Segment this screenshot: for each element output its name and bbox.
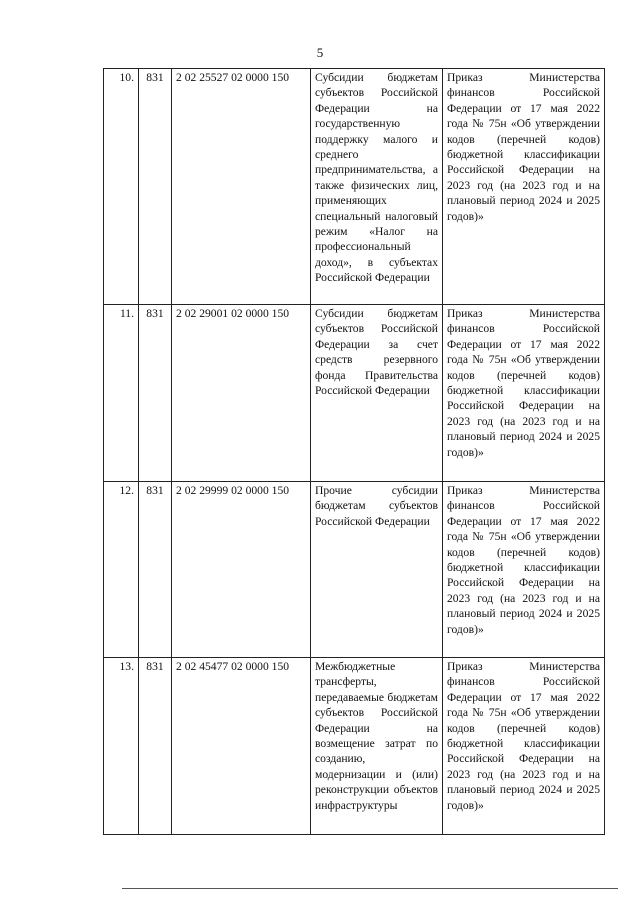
row-number: 13. xyxy=(104,658,139,835)
footer-divider xyxy=(122,888,618,889)
revenue-name-cell: Межбюджетные трансферты, передаваемые бюджетам субъектов Российской Федерации на возмещение затрат по созданию, модернизации и (или) реконструкции объектов инфраструктуры xyxy=(311,658,443,835)
row-number: 11. xyxy=(104,305,139,482)
admin-code-cell: 831 xyxy=(139,482,172,658)
table-row xyxy=(104,482,605,658)
budget-classification-code-cell: 2 02 29001 02 0000 150 xyxy=(172,305,311,482)
admin-code-cell: 831 xyxy=(139,658,172,835)
legal-basis-cell: Приказ Министерства финансов Российской Федерации от 17 мая 2022 года № 75н «Об утверждении кодов (перечней кодов) бюджетной классификации Российской Федерации на 2023 год (на 2023 год и на плановый период 2024 и 2025 годов)» xyxy=(443,305,605,482)
revenue-name-cell: Прочие субсидии бюджетам субъектов Российской Федерации xyxy=(311,482,443,658)
budget-classification-code-cell: 2 02 45477 02 0000 150 xyxy=(172,658,311,835)
revenue-name-cell: Субсидии бюджетам субъектов Российской Федерации на государственную поддержку малого и среднего предпринимательства, а также физических лиц, применяющих специальный налоговый режим «Налог на профессиональный доход», в субъектах Российской Федерации xyxy=(311,69,443,305)
budget-classification-code-cell: 2 02 29999 02 0000 150 xyxy=(172,482,311,658)
table-row xyxy=(104,305,605,482)
admin-code-cell: 831 xyxy=(139,305,172,482)
legal-basis-cell: Приказ Министерства финансов Российской Федерации от 17 мая 2022 года № 75н «Об утверждении кодов (перечней кодов) бюджетной классификации Российской Федерации на 2023 год (на 2023 год и на плановый период 2024 и 2025 годов)» xyxy=(443,482,605,658)
admin-code-cell: 831 xyxy=(139,69,172,305)
row-number: 10. xyxy=(104,69,139,305)
table-row xyxy=(104,658,605,835)
row-number: 12. xyxy=(104,482,139,658)
legal-basis-cell: Приказ Министерства финансов Российской Федерации от 17 мая 2022 года № 75н «Об утверждении кодов (перечней кодов) бюджетной классификации Российской Федерации на 2023 год (на 2023 год и на плановый период 2024 и 2025 годов)» xyxy=(443,69,605,305)
table-row xyxy=(104,69,605,305)
revenue-name-cell: Субсидии бюджетам субъектов Российской Федерации за счет средств резервного фонда Правительства Российской Федерации xyxy=(311,305,443,482)
legal-basis-cell: Приказ Министерства финансов Российской Федерации от 17 мая 2022 года № 75н «Об утверждении кодов (перечней кодов) бюджетной классификации Российской Федерации на 2023 год (на 2023 год и на плановый период 2024 и 2025 годов)» xyxy=(443,658,605,835)
page-number: 5 xyxy=(316,45,324,60)
budget-classification-code-cell: 2 02 25527 02 0000 150 xyxy=(172,69,311,305)
budget-codes-table xyxy=(103,68,605,835)
